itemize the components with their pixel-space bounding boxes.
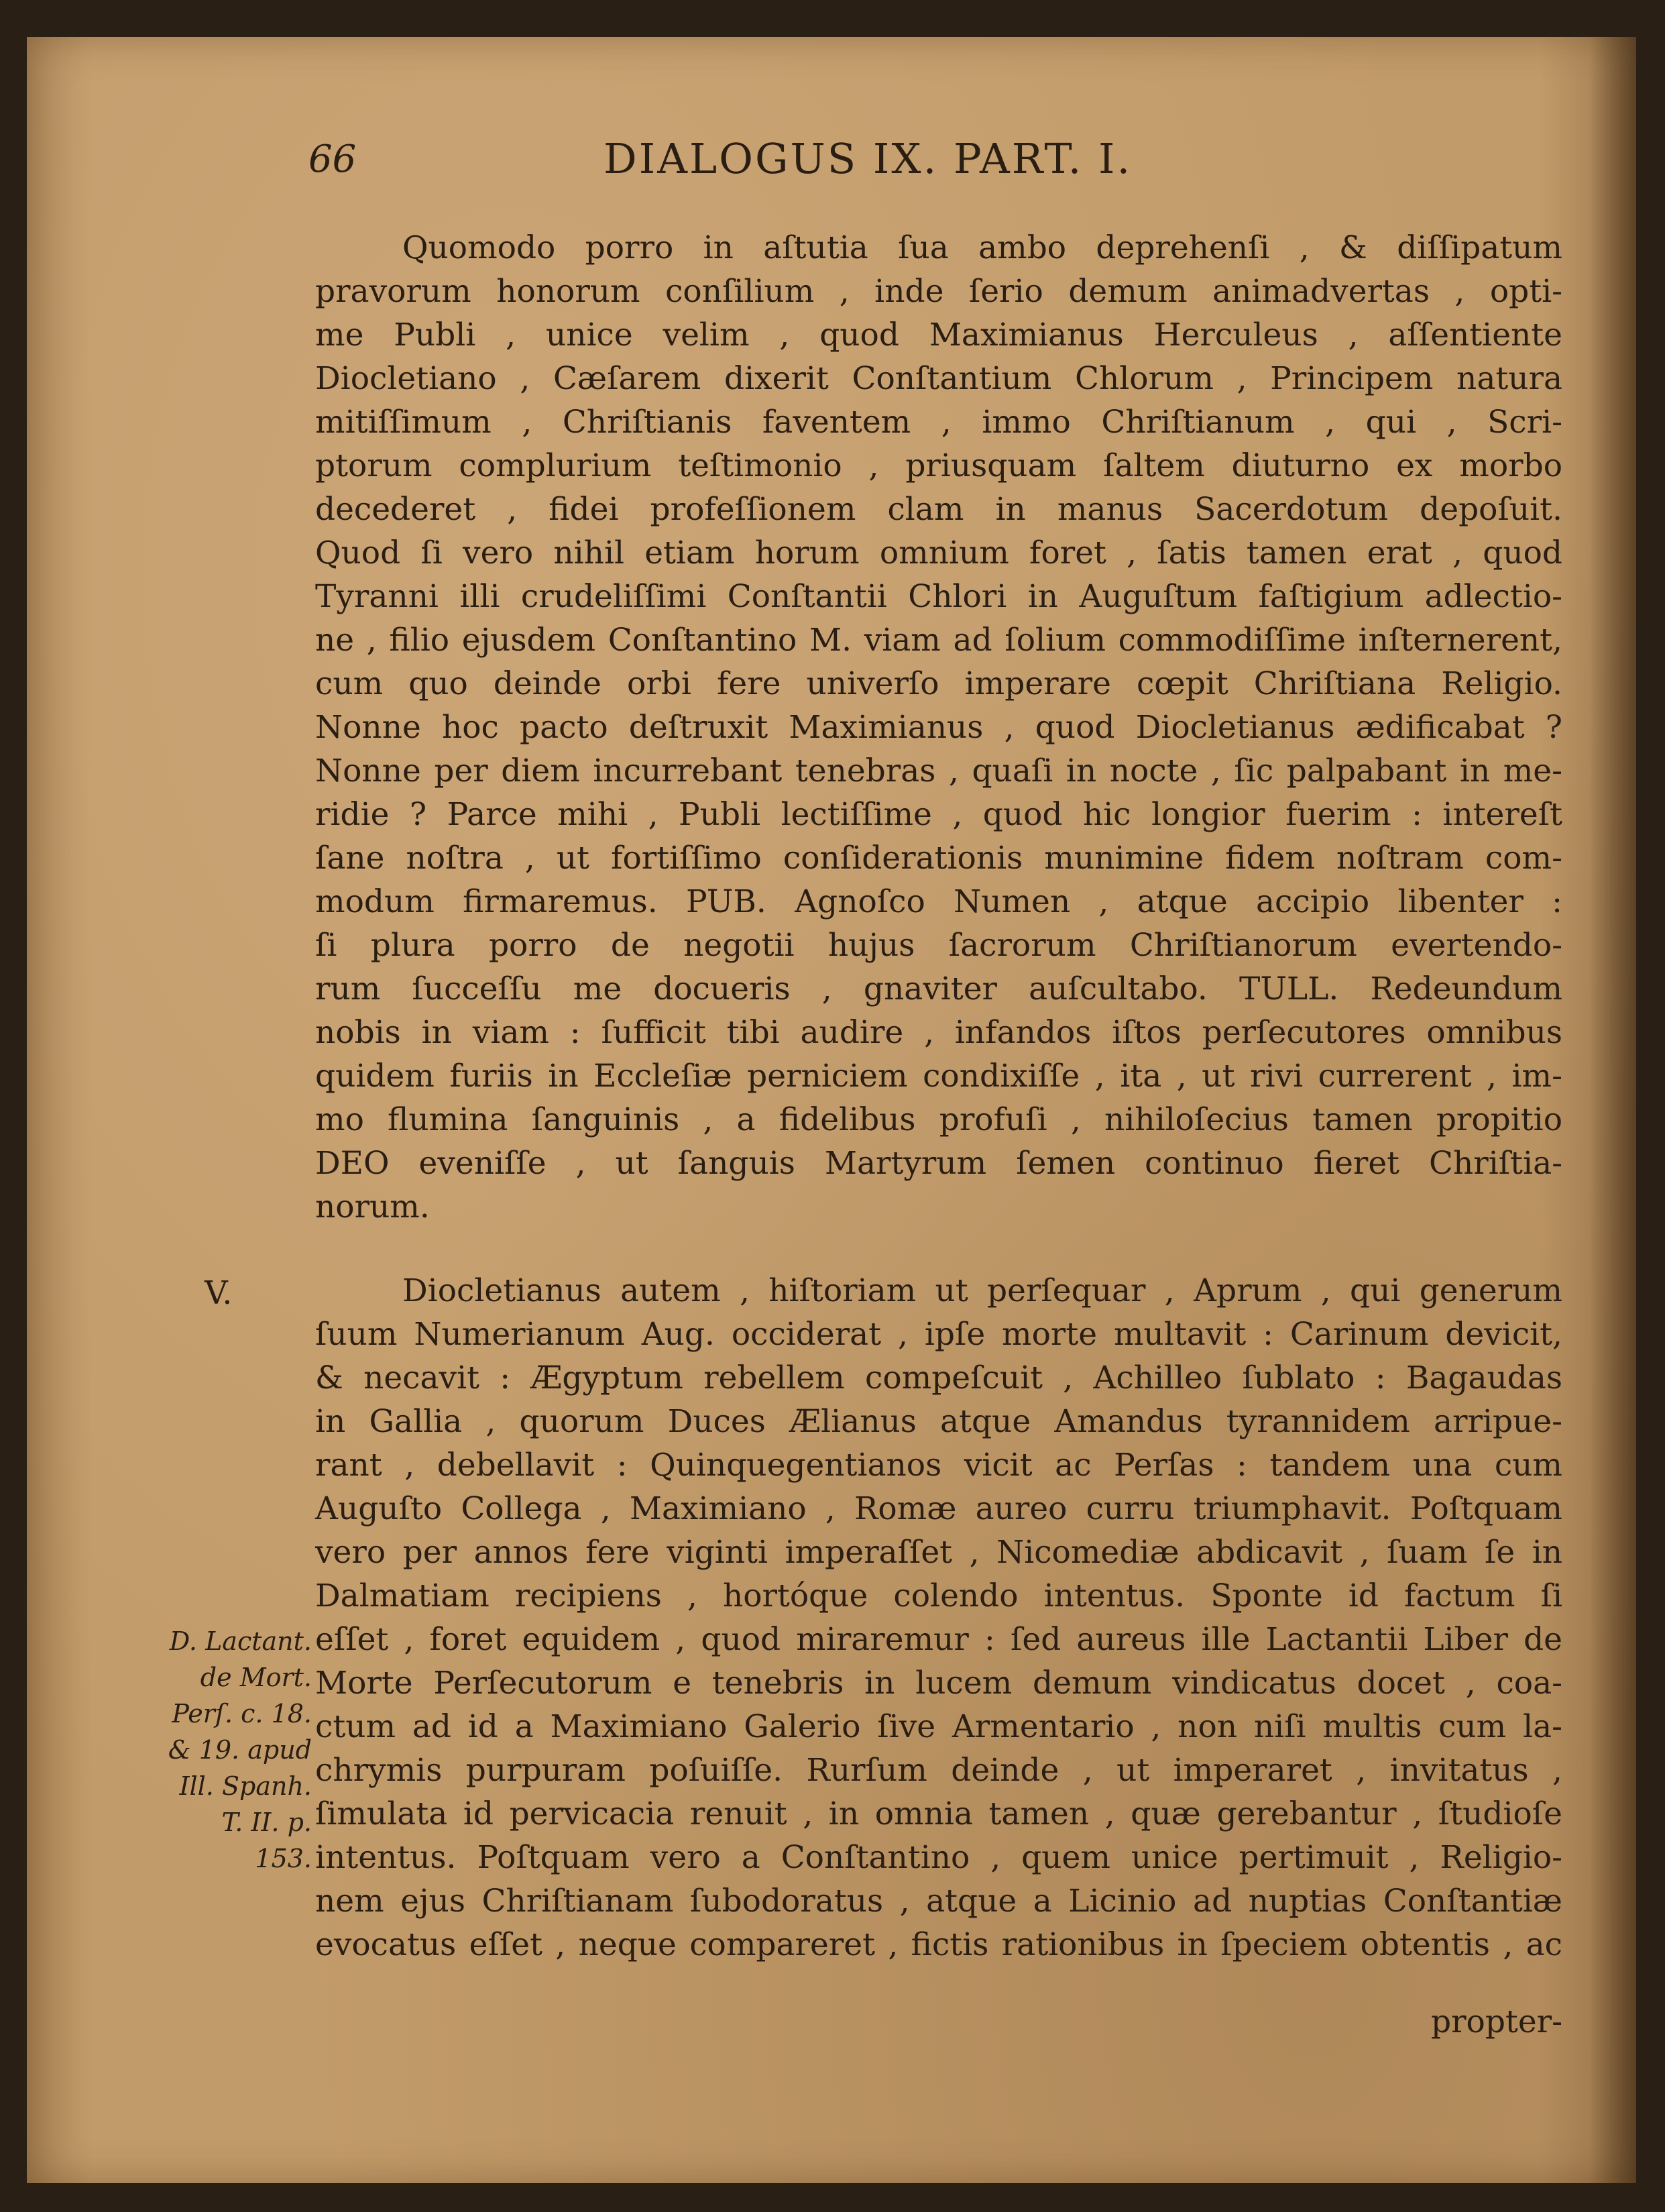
running-head: DIALOGUS IX. PART. I.: [604, 134, 1133, 183]
body-line: Morte Perſecutorum e tenebris in lucem demum vindicatus docet , coa-: [315, 1665, 1562, 1702]
body-line: Dalmatiam recipiens , hortóque colendo intentus. Sponte id factum ſi: [315, 1578, 1562, 1614]
body-line: Nonne per diem incurrebant tenebras , quaſi in nocte , ſic palpabant in me-: [315, 753, 1562, 789]
section-mark: V.: [205, 1274, 233, 1312]
body-line: ſane noſtra , ut fortiſſimo conſiderationis munimine fidem noſtram com-: [315, 840, 1562, 877]
body-line: vero per annos fere viginti imperaſſet , Nicomediæ abdicavit , ſuam ſe in: [315, 1534, 1562, 1571]
body-line: intentus. Poſtquam vero a Conſtantino , quem unice pertimuit , Religio-: [315, 1839, 1562, 1876]
page-number: 66: [308, 137, 357, 181]
body-line: quidem furiis in Eccleſiæ perniciem condixiſſe , ita , ut rivi currerent , im-: [315, 1058, 1562, 1095]
body-line: decederet , fidei profeſſionem clam in manus Sacerdotum depoſuit.: [315, 491, 1562, 528]
body-line: eſſet , foret equidem , quod miraremur : ſed aureus ille Lactantii Liber de: [315, 1621, 1562, 1658]
catchword: propter-: [1431, 2003, 1562, 2040]
body-line: modum firmaremus. PUB. Agnoſco Numen , atque accipio libenter :: [315, 883, 1562, 920]
body-line: Auguſto Collega , Maximiano , Romæ aureo curru triumphavit. Poſtquam: [315, 1490, 1562, 1527]
body-line: norum.: [315, 1188, 430, 1225]
marginal-note-line: Ill. Spanh.: [179, 1771, 312, 1801]
body-line: Tyranni illi crudeliſſimi Conſtantii Chlori in Auguſtum faſtigium adlectio-: [315, 578, 1562, 615]
body-line: me Publi , unice velim , quod Maximianus Herculeus , aſſentiente: [315, 317, 1562, 353]
body-line: ſuum Numerianum Aug. occiderat , ipſe morte multavit : Carinum devicit,: [315, 1316, 1562, 1353]
body-line: rum ſucceſſu me docueris , gnaviter auſcultabo. TULL. Redeundum: [315, 971, 1562, 1007]
body-line: Quod ſi vero nihil etiam horum omnium foret , ſatis tamen erat , quod: [315, 535, 1562, 571]
body-line: Nonne hoc pacto deſtruxit Maximianus , quod Diocletianus ædificabat ?: [315, 709, 1562, 746]
body-line: mo flumina ſanguinis , a fidelibus profuſi , nihiloſecius tamen propitio: [315, 1101, 1562, 1138]
marginal-note-line: Perſ. c. 18.: [172, 1699, 312, 1728]
marginal-note-line: T. II. p.: [221, 1808, 312, 1837]
body-line: chrymis purpuram poſuiſſe. Rurſum deinde , ut imperaret , invitatus ,: [315, 1752, 1562, 1789]
body-line: Diocletianus autem , hiſtoriam ut perſequar , Aprum , qui generum: [402, 1272, 1562, 1309]
body-line: DEO eveniſſe , ut ſanguis Martyrum ſemen continuo fieret Chriſtia-: [315, 1145, 1562, 1182]
body-line: evocatus eſſet , neque compareret , fictis rationibus in ſpeciem obtentis , ac: [315, 1926, 1562, 1963]
body-line: ridie ? Parce mihi , Publi lectiſſime , quod hic longior fuerim : intereſt: [315, 796, 1562, 833]
body-line: Diocletiano , Cæſarem dixerit Conſtantium Chlorum , Principem natura: [315, 360, 1562, 397]
body-line: Quomodo porro in aſtutia ſua ambo deprehenſi , & diſſipatum: [402, 229, 1562, 266]
marginal-note-line: 153.: [255, 1844, 312, 1873]
marginal-note-line: & 19. apud: [168, 1735, 312, 1765]
body-line: ptorum complurium teſtimonio , priusquam ſaltem diuturno ex morbo: [315, 447, 1562, 484]
body-line: cum quo deinde orbi fere univerſo imperare cœpit Chriſtiana Religio.: [315, 665, 1562, 702]
marginal-note-line: D. Lactant.: [169, 1626, 312, 1656]
body-line: ne , filio ejusdem Conſtantino M. viam ad ſolium commodiſſime inſternerent,: [315, 622, 1562, 659]
body-line: pravorum honorum conſilium , inde ſerio demum animadvertas , opti-: [315, 273, 1562, 310]
body-line: nobis in viam : ſufficit tibi audire , infandos iſtos perſecutores omnibus: [315, 1014, 1562, 1051]
body-line: rant , debellavit : Quinquegentianos vicit ac Perſas : tandem una cum: [315, 1447, 1562, 1484]
header-rule: [302, 190, 1562, 191]
body-line: mitiſſimum , Chriſtianis faventem , immo Chriſtianum , qui , Scri-: [315, 404, 1562, 441]
body-line: & necavit : Ægyptum rebellem compeſcuit , Achilleo ſublato : Bagaudas: [315, 1360, 1562, 1396]
body-line: nem ejus Chriſtianam ſubodoratus , atque a Licinio ad nuptias Conſtantiæ: [315, 1883, 1562, 1920]
body-line: ctum ad id a Maximiano Galerio ſive Armentario , non niſi multis cum la-: [315, 1708, 1562, 1745]
body-line: in Gallia , quorum Duces Ælianus atque Amandus tyrannidem arripue-: [315, 1403, 1562, 1440]
marginal-note-line: de Mort.: [200, 1663, 312, 1692]
body-line: ſi plura porro de negotii hujus ſacrorum Chriſtianorum evertendo-: [315, 927, 1562, 964]
body-line: ſimulata id pervicacia renuit , in omnia tamen , quæ gerebantur , ſtudioſe: [315, 1795, 1562, 1832]
